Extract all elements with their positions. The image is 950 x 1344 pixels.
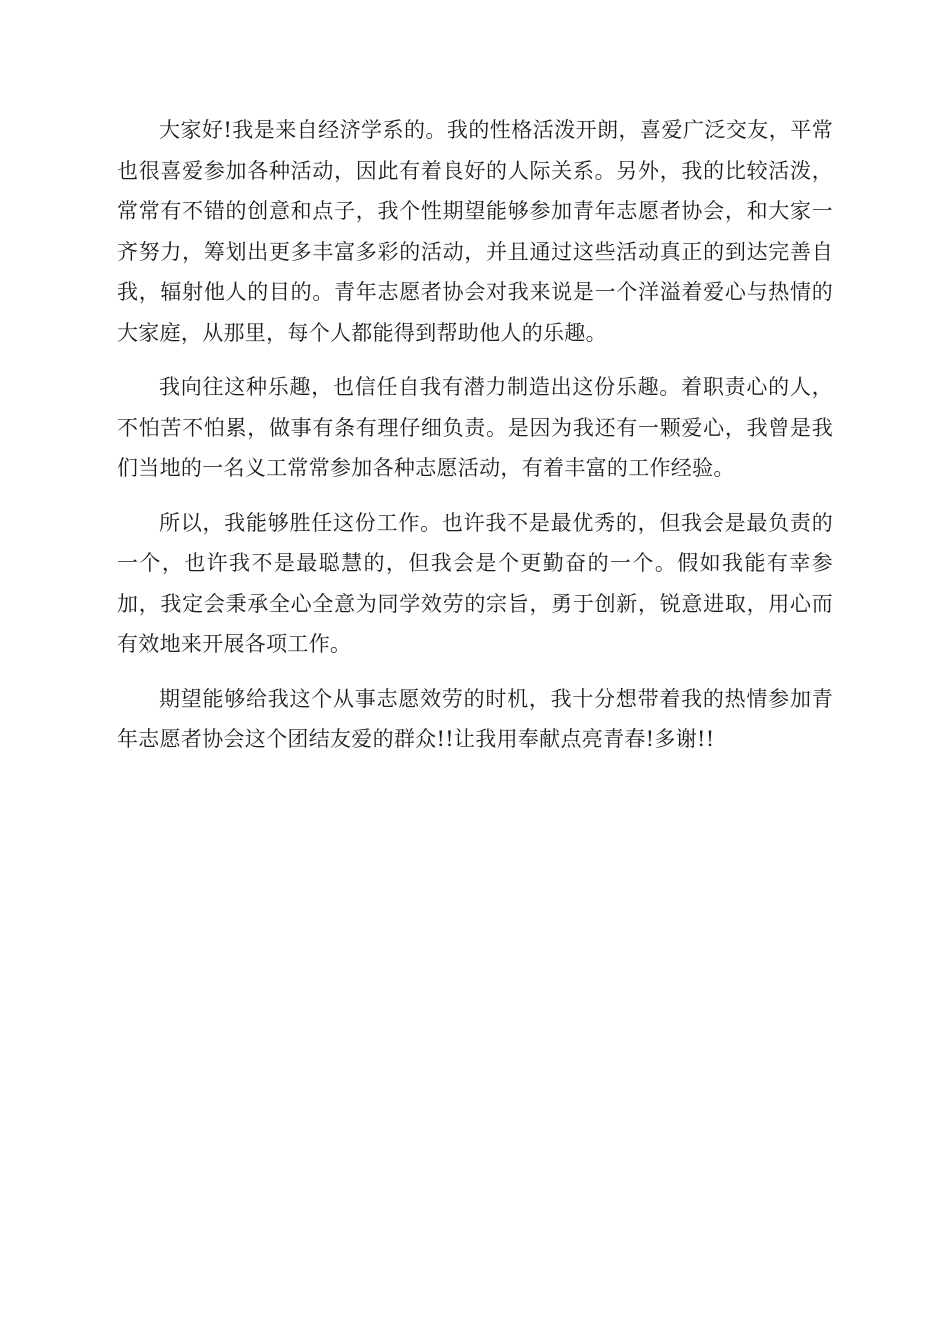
paragraph-3: 所以，我能够胜任这份工作。也许我不是最优秀的，但我会是最负责的一个，也许我不是最聪慧的，但我会是个更勤奋的一个。假如我能有幸参加，我定会秉承全心全意为同学效劳的宗旨，勇于创新，锐意进取，用心而有效地来开展各项工作。 (117, 510, 833, 656)
paragraph-1: 大家好!我是来自经济学系的。我的性格活泼开朗，喜爱广泛交友，平常也很喜爱参加各种活动，因此有着良好的人际关系。另外，我的比较活泼，常常有不错的创意和点子，我个性期望能够参加青年志愿者协会，和大家一齐努力，筹划出更多丰富多彩的活动，并且通过这些活动真正的到达完善自我，辐射他人的目的。青年志愿者协会对我来说是一个洋溢着爱心与热情的大家庭，从那里，每个人都能得到帮助他人的乐趣。 (117, 118, 833, 345)
paragraph-4: 期望能够给我这个从事志愿效劳的时机，我十分想带着我的热情参加青年志愿者协会这个团结友爱的群众!!让我用奉献点亮青春!多谢!! (117, 686, 833, 751)
document-body (117, 110, 833, 774)
paragraph-2: 我向往这种乐趣，也信任自我有潜力制造出这份乐趣。着职责心的人，不怕苦不怕累，做事有条有理仔细负责。是因为我还有一颗爱心，我曾是我们当地的一名义工常常参加各种志愿活动，有着丰富的工作经验。 (117, 375, 833, 480)
